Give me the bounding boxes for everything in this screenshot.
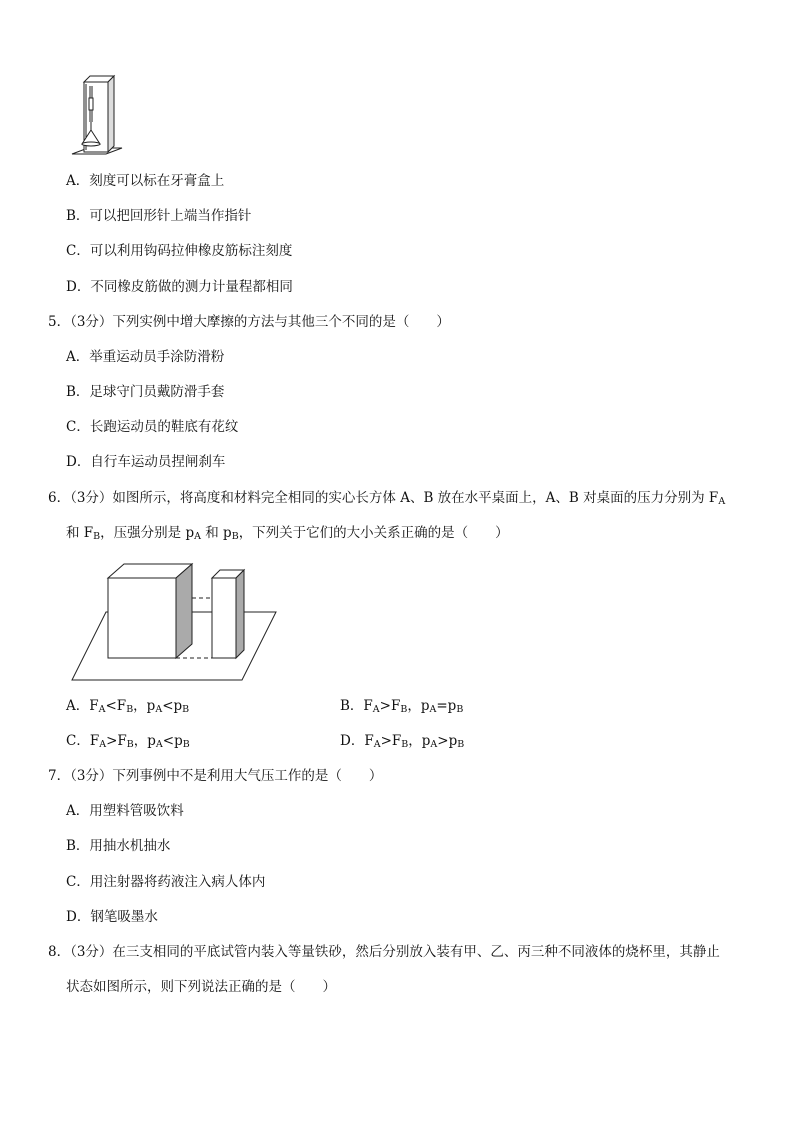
blocks-on-table-figure xyxy=(70,560,280,682)
q7-option-d: D．钢笔吸墨水 xyxy=(66,909,158,925)
q7-stem: 7．（3分）下列事例中不是利用大气压工作的是（ ） xyxy=(48,768,383,784)
q4-option-c: C．可以利用钩码拉伸橡皮筋标注刻度 xyxy=(66,243,293,259)
q6-option-b: B．$F_A>F_B$，$p_A=p_B$ xyxy=(340,698,464,715)
q6-option-c: C．$F_A>F_B$，$p_A<p_B$ xyxy=(66,733,190,750)
q7-option-b: B．用抽水机抽水 xyxy=(66,838,171,854)
q6-option-d: D．$F_A>F_B$，$p_A>p_B$ xyxy=(340,733,465,750)
q8-stem-line2: 状态如图所示，则下列说法正确的是（ ） xyxy=(66,979,336,995)
q5-option-c: C．长跑运动员的鞋底有花纹 xyxy=(66,419,239,435)
q4-option-b: B．可以把回形针上端当作指针 xyxy=(66,208,252,224)
q6-stem-line1: 6．（3分）如图所示，将高度和材料完全相同的实心长方体 A、B 放在水平桌面上，A、B 对桌面的压力分别为 $F_A$ xyxy=(48,490,726,507)
q4-option-a: A．刻度可以标在牙膏盒上 xyxy=(66,173,225,189)
q6-option-a: A．$F_A<F_B$，$p_A<p_B$ xyxy=(66,698,190,715)
q4-option-d: D．不同橡皮筋做的测力计量程都相同 xyxy=(66,279,293,295)
q5-option-a: A．举重运动员手涂防滑粉 xyxy=(66,349,225,365)
q8-stem-line1: 8．（3分）在三支相同的平底试管内装入等量铁砂，然后分别放入装有甲、乙、丙三种不同液体的烧杯里，其静止 xyxy=(48,944,720,960)
q6-stem-line2: 和 $F_B$，压强分别是 $p_A$ 和 $p_B$，下列关于它们的大小关系正确的是（ ） xyxy=(66,525,509,542)
q7-option-a: A．用塑料管吸饮料 xyxy=(66,803,184,819)
q5-option-d: D．自行车运动员捏闸刹车 xyxy=(66,454,226,470)
q7-option-c: C．用注射器将药液注入病人体内 xyxy=(66,874,266,890)
q5-stem: 5．（3分）下列实例中增大摩擦的方法与其他三个不同的是（ ） xyxy=(48,314,450,330)
q5-option-b: B．足球守门员戴防滑手套 xyxy=(66,384,225,400)
force-meter-figure xyxy=(66,72,132,160)
